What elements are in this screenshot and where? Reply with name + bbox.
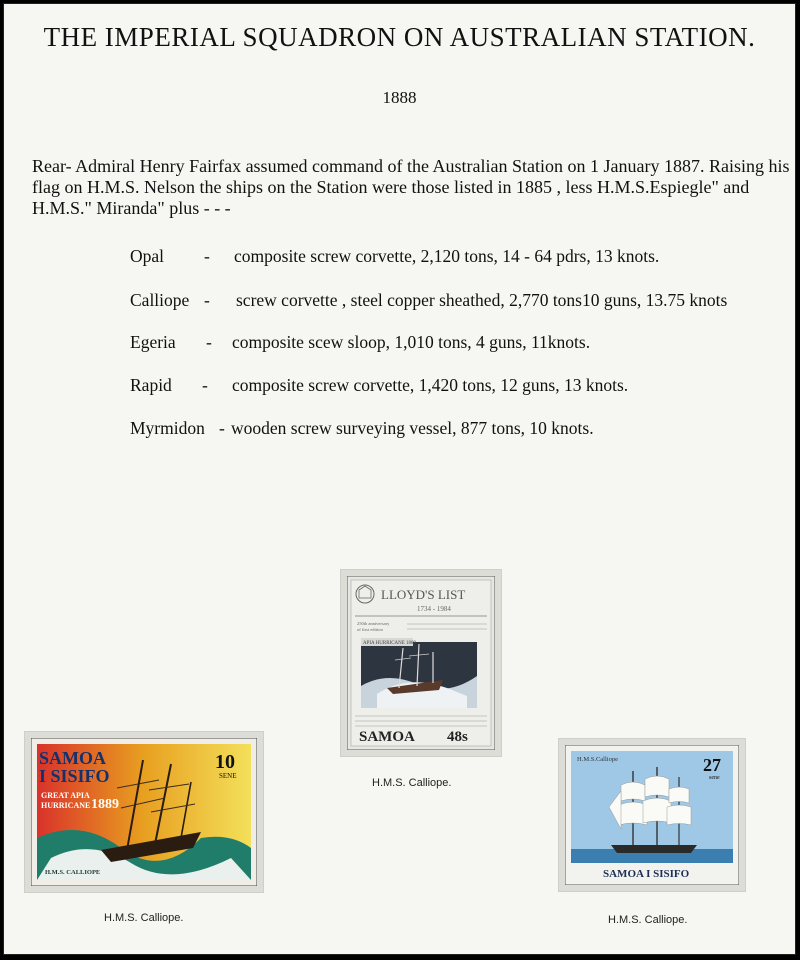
caption-right-stamp: H.M.S. Calliope. <box>608 914 688 926</box>
lloyds-subtitle-1: 250th anniversary <box>357 621 390 626</box>
stamp-ship-label: H.M.S.Calliope <box>577 756 618 763</box>
stamp-event-line2: HURRICANE <box>41 801 91 810</box>
ship-name: Calliope <box>130 290 190 310</box>
ship-name: Myrmidon <box>130 418 205 438</box>
stamp-lloyds-list-artwork <box>347 576 495 750</box>
ship-dash: - <box>219 418 225 438</box>
lloyds-header: LLOYD'S LIST <box>381 587 466 602</box>
stamp-apia-hurricane-artwork <box>31 738 257 886</box>
caption-center-stamp: H.M.S. Calliope. <box>372 777 452 789</box>
intro-paragraph: Rear- Admiral Henry Fairfax assumed command of the Australian Station on 1 January 1887. Raising his flag on H.M.S. Nelson the ships on the Station were those listed in 1885 , less H.M.S.Espiegle" and H.M.S." Miranda" plus - - - <box>32 156 790 218</box>
stamp-value: 48s <box>447 729 468 745</box>
stamp-lloyds-list <box>347 576 495 750</box>
stamp-event-line1: GREAT APIA <box>41 791 90 800</box>
ship-description: composite screw corvette, 1,420 tons, 12 guns, 13 knots. <box>232 375 629 395</box>
album-page <box>4 4 795 954</box>
stamp-country-line1: SAMOA <box>39 748 106 768</box>
ship-dash: - <box>206 332 212 352</box>
stamp-event-year: 1889 <box>91 797 119 812</box>
ship-name: Rapid <box>130 375 172 395</box>
stamp-mount-lloyds-list <box>340 569 502 757</box>
caption-left-stamp: H.M.S. Calliope. <box>104 912 184 924</box>
stamp-country: SAMOA I SISIFO <box>603 868 690 880</box>
ship-dash: - <box>204 246 210 266</box>
stamp-mount-apia-hurricane <box>24 731 264 893</box>
ship-dash: - <box>202 375 208 395</box>
lloyds-years: 1734 - 1984 <box>417 605 451 613</box>
ship-description: wooden screw surveying vessel, 877 tons, 10 knots. <box>231 418 594 438</box>
ship-description: composite screw corvette, 2,120 tons, 14 - 64 pdrs, 13 knots. <box>234 246 660 266</box>
page-year: 1888 <box>382 88 417 107</box>
stamp-currency: SENE <box>219 772 237 780</box>
stamp-calliope <box>565 745 739 885</box>
ship-dash: - <box>204 290 210 310</box>
stamp-country: SAMOA <box>359 729 415 745</box>
stamp-currency: sene <box>709 775 720 781</box>
stamp-country-line2: I SISIFO <box>39 766 110 786</box>
stamp-ship-label: H.M.S. CALLIOPE <box>45 869 101 876</box>
inset-label: APIA HURRICANE 1889 <box>363 641 417 646</box>
lloyds-subtitle-2: of first edition <box>357 627 383 632</box>
stamp-value: 27 <box>703 755 721 775</box>
stamp-mount-calliope <box>558 738 746 892</box>
ship-description: composite scew sloop, 1,010 tons, 4 guns, 11knots. <box>232 332 591 352</box>
ship-description: screw corvette , steel copper sheathed, 2,770 tons10 guns, 13.75 knots <box>236 290 728 310</box>
stamp-apia-hurricane <box>31 738 257 886</box>
stamp-value: 10 <box>215 751 235 773</box>
calliope-inset-picture <box>361 638 477 708</box>
page-title: THE IMPERIAL SQUADRON ON AUSTRALIAN STATION. <box>43 22 756 52</box>
ship-name: Egeria <box>130 332 176 352</box>
ship-name: Opal <box>130 246 165 266</box>
stamp-calliope-artwork <box>565 745 739 885</box>
